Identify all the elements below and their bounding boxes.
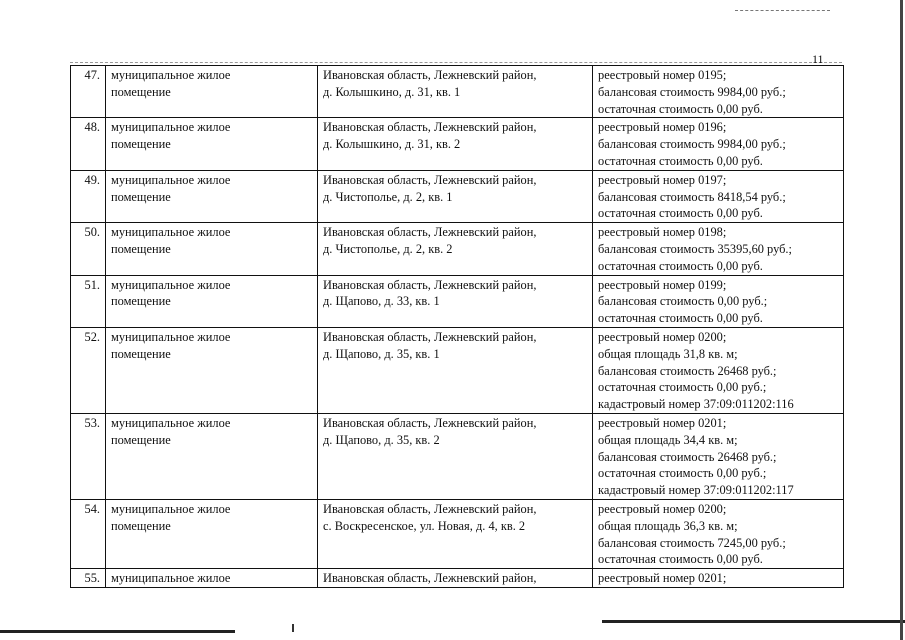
object-name-line: муниципальное жилое xyxy=(111,68,231,82)
table-row xyxy=(71,170,844,222)
object-name-line: помещение xyxy=(111,294,171,309)
object-address-line: д. Колышкино, д. 31, кв. 1 xyxy=(323,84,461,99)
object-details-line: балансовая стоимость 26468 руб.; xyxy=(598,363,777,378)
object-address-line: д. Щапово, д. 33, кв. 1 xyxy=(323,294,440,309)
object-details xyxy=(593,118,844,170)
object-details xyxy=(593,223,844,275)
object-address xyxy=(318,569,593,588)
object-name xyxy=(106,413,318,499)
table-body xyxy=(71,66,844,588)
object-details-line: реестровый номер 0197; xyxy=(598,172,727,187)
property-registry-table xyxy=(70,65,844,588)
row-number: 54. xyxy=(71,499,106,568)
object-details-line: балансовая стоимость 35395,60 руб.; xyxy=(598,241,792,256)
object-details-line: реестровый номер 0200; xyxy=(598,329,727,344)
object-details-line: балансовая стоимость 26468 руб.; xyxy=(598,449,777,464)
scan-artifact-bottom-left xyxy=(0,630,235,633)
object-address-line: д. Колышкино, д. 31, кв. 2 xyxy=(323,137,461,152)
object-name-line: помещение xyxy=(111,84,171,99)
object-name xyxy=(106,275,318,327)
object-details-line: реестровый номер 0200; xyxy=(598,501,727,516)
object-details-line: остаточная стоимость 0,00 руб.; xyxy=(598,466,767,481)
object-address-line: Ивановская область, Лежневский район, xyxy=(323,571,537,586)
object-details-line: общая площадь 34,4 кв. м; xyxy=(598,432,738,447)
row-number: 48. xyxy=(71,118,106,170)
row-number: 49. xyxy=(71,170,106,222)
object-address-line: д. Щапово, д. 35, кв. 1 xyxy=(323,346,440,361)
object-details-line: балансовая стоимость 0,00 руб.; xyxy=(598,294,768,309)
object-details xyxy=(593,275,844,327)
object-address-line: Ивановская область, Лежневский район, xyxy=(323,415,537,430)
object-details-line: балансовая стоимость 9984,00 руб.; xyxy=(598,137,786,152)
object-address-line: д. Чистополье, д. 2, кв. 1 xyxy=(323,189,453,204)
object-address-line: Ивановская область, Лежневский район, xyxy=(323,172,537,187)
object-address xyxy=(318,66,593,118)
object-name-line: муниципальное жилое xyxy=(111,501,231,516)
object-name-line: помещение xyxy=(111,432,171,447)
scan-artifact-top xyxy=(735,10,830,11)
table-row xyxy=(71,499,844,568)
table-row xyxy=(71,118,844,170)
object-name xyxy=(106,170,318,222)
object-name xyxy=(106,499,318,568)
object-address-line: Ивановская область, Лежневский район, xyxy=(323,329,537,344)
object-name-line: помещение xyxy=(111,518,171,533)
object-address xyxy=(318,223,593,275)
object-address-line: д. Щапово, д. 35, кв. 2 xyxy=(323,432,440,447)
object-details xyxy=(593,66,844,118)
row-number: 51. xyxy=(71,275,106,327)
object-name-line: муниципальное жилое xyxy=(111,225,231,240)
object-details-line: остаточная стоимость 0,00 руб. xyxy=(598,153,763,168)
scan-artifact-top xyxy=(70,62,842,63)
object-address xyxy=(318,118,593,170)
object-address-line: Ивановская область, Лежневский район, xyxy=(323,120,537,135)
page-number: 11 xyxy=(812,52,824,66)
object-details-line: остаточная стоимость 0,00 руб. xyxy=(598,101,763,116)
object-details xyxy=(593,413,844,499)
scan-artifact-bottom-right xyxy=(602,620,905,623)
object-details-line: остаточная стоимость 0,00 руб.; xyxy=(598,380,767,395)
object-details xyxy=(593,569,844,588)
row-number: 47. xyxy=(71,66,106,118)
table-row xyxy=(71,413,844,499)
object-details-line: кадастровый номер 37:09:011202:116 xyxy=(598,397,794,412)
table-row xyxy=(71,569,844,588)
row-number: 50. xyxy=(71,223,106,275)
object-details-line: балансовая стоимость 9984,00 руб.; xyxy=(598,84,786,99)
object-details-line: реестровый номер 0201; xyxy=(598,415,727,430)
object-name-line: муниципальное жилое xyxy=(111,415,231,430)
table-row xyxy=(71,327,844,413)
object-details xyxy=(593,327,844,413)
object-address-line: д. Чистополье, д. 2, кв. 2 xyxy=(323,241,453,256)
table-row xyxy=(71,66,844,118)
object-address xyxy=(318,275,593,327)
object-details xyxy=(593,499,844,568)
object-details-line: реестровый номер 0201; xyxy=(598,571,727,586)
object-details-line: реестровый номер 0195; xyxy=(598,68,727,82)
object-details-line: общая площадь 36,3 кв. м; xyxy=(598,518,738,533)
object-name xyxy=(106,327,318,413)
object-address-line: Ивановская область, Лежневский район, xyxy=(323,225,537,240)
object-address-line: Ивановская область, Лежневский район, xyxy=(323,277,537,292)
row-number: 53. xyxy=(71,413,106,499)
object-name-line: муниципальное жилое xyxy=(111,120,231,135)
row-number: 52. xyxy=(71,327,106,413)
object-name xyxy=(106,223,318,275)
object-name-line: помещение xyxy=(111,346,171,361)
object-name xyxy=(106,569,318,588)
object-name-line: муниципальное жилое xyxy=(111,571,231,586)
object-details-line: общая площадь 31,8 кв. м; xyxy=(598,346,738,361)
object-address-line: с. Воскресенское, ул. Новая, д. 4, кв. 2 xyxy=(323,518,526,533)
object-name-line: муниципальное жилое xyxy=(111,329,231,344)
object-details xyxy=(593,170,844,222)
object-address xyxy=(318,327,593,413)
object-address xyxy=(318,499,593,568)
scan-artifact-mark xyxy=(292,624,294,632)
object-details-line: остаточная стоимость 0,00 руб. xyxy=(598,258,763,273)
object-details-line: балансовая стоимость 8418,54 руб.; xyxy=(598,189,786,204)
object-details-line: реестровый номер 0198; xyxy=(598,225,727,240)
object-name-line: помещение xyxy=(111,241,171,256)
object-name-line: муниципальное жилое xyxy=(111,172,231,187)
object-name-line: муниципальное жилое xyxy=(111,277,231,292)
object-name xyxy=(106,66,318,118)
scan-artifact-right-edge xyxy=(900,0,903,640)
row-number: 55. xyxy=(71,569,106,588)
object-details-line: остаточная стоимость 0,00 руб. xyxy=(598,552,763,567)
table-row xyxy=(71,275,844,327)
object-address xyxy=(318,170,593,222)
object-details-line: балансовая стоимость 7245,00 руб.; xyxy=(598,535,786,550)
object-address-line: Ивановская область, Лежневский район, xyxy=(323,68,537,82)
object-details-line: остаточная стоимость 0,00 руб. xyxy=(598,206,763,221)
object-address xyxy=(318,413,593,499)
object-details-line: реестровый номер 0199; xyxy=(598,277,727,292)
object-address-line: Ивановская область, Лежневский район, xyxy=(323,501,537,516)
object-name-line: помещение xyxy=(111,189,171,204)
object-name xyxy=(106,118,318,170)
object-details-line: реестровый номер 0196; xyxy=(598,120,727,135)
object-details-line: остаточная стоимость 0,00 руб. xyxy=(598,311,763,326)
table-row xyxy=(71,223,844,275)
object-details-line: кадастровый номер 37:09:011202:117 xyxy=(598,483,794,498)
object-name-line: помещение xyxy=(111,137,171,152)
